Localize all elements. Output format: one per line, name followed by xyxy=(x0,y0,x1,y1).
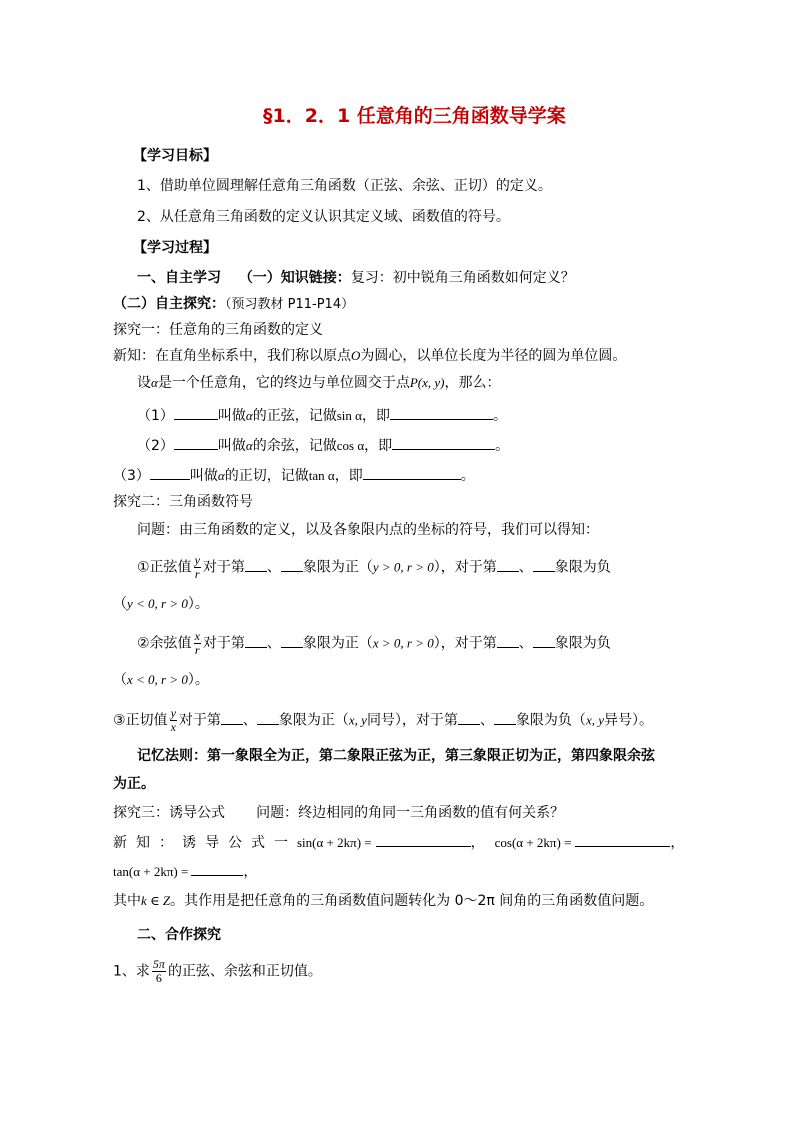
text: 。其作用是把任意角的三角函数值问题转化为 0～2π 间角的三角函数值问题。 xyxy=(170,893,654,909)
paren: （ xyxy=(113,596,127,612)
question-3: 问题：终边相同的角同一三角函数的值有何关系？ xyxy=(256,805,565,821)
induction-tan-line xyxy=(113,861,257,882)
denominator: 6 xyxy=(155,971,162,985)
section-1-title: 一、自主学习 xyxy=(137,270,221,286)
text: 象限为正（ xyxy=(278,712,349,729)
numerator: y xyxy=(170,706,176,720)
tangent-label: ③正切值 xyxy=(113,712,168,729)
sep: 、 xyxy=(266,559,281,576)
def-text: ，即 xyxy=(334,468,363,484)
tan-alpha: tan α xyxy=(308,468,335,483)
condition: y < 0, r > 0 xyxy=(127,596,188,611)
newknow-text-b: 为圆心，以单位长度为半径的圆为单位圆。 xyxy=(360,348,627,364)
def-text: 叫做 xyxy=(217,438,246,454)
fraction-5pi-over-6 xyxy=(152,958,166,985)
sine-label: ①正弦值 xyxy=(137,559,192,576)
condition: x > 0, r > 0 xyxy=(372,635,434,651)
sine-neg-condition xyxy=(113,594,209,614)
blank[interactable] xyxy=(174,435,218,450)
def-text: 的正切，记做 xyxy=(224,468,309,484)
text: 象限为正（ xyxy=(302,635,373,652)
cosine-label: ②余弦值 xyxy=(137,635,192,652)
paren: （ xyxy=(113,672,127,688)
def-text: 叫做 xyxy=(217,408,246,424)
def-num: （3） xyxy=(113,468,150,484)
cosine-neg-condition xyxy=(113,670,209,690)
alpha-symbol: α xyxy=(245,408,253,423)
definition-sine xyxy=(137,405,507,426)
text: 象限为负 xyxy=(554,635,611,652)
comma: ， xyxy=(670,835,685,851)
objectives-heading: 【学习目标】 xyxy=(133,148,217,164)
blank[interactable] xyxy=(376,832,471,847)
denominator: r xyxy=(194,567,200,581)
paren: ）。 xyxy=(187,672,209,688)
numerator: y xyxy=(194,553,200,567)
sin-alpha: sin α xyxy=(336,408,362,423)
period: 。 xyxy=(495,438,510,454)
blank[interactable] xyxy=(221,710,243,725)
blank[interactable] xyxy=(281,557,303,572)
q1-text-a: 1、求 xyxy=(113,963,150,980)
alpha-symbol: α xyxy=(245,438,253,453)
blank[interactable] xyxy=(245,633,267,648)
blank[interactable] xyxy=(533,633,555,648)
def-num: （1） xyxy=(137,408,174,424)
denominator: x xyxy=(170,720,176,734)
def-text: 的余弦，记做 xyxy=(252,438,337,454)
explore-3-title: 探究三：诱导公式 xyxy=(113,805,225,821)
where-line xyxy=(113,891,653,911)
sine-sign-line xyxy=(137,554,611,581)
fraction-y-over-x xyxy=(170,707,177,734)
def-num: （2） xyxy=(137,438,174,454)
induction-label: 新知：诱导公式一 xyxy=(113,835,297,851)
comma: ， xyxy=(470,835,485,851)
sep: 、 xyxy=(518,559,533,576)
objective-item-2: 2、从任意角三角函数的定义认识其定义域、函数值的符号。 xyxy=(137,209,510,225)
condition: y > 0, r > 0 xyxy=(372,559,434,575)
self-explore-line xyxy=(113,294,354,315)
formula-tan: tan(α + 2kπ) = xyxy=(113,864,189,879)
def-text: ，即 xyxy=(364,438,393,454)
newknow-text-a: 新知：在直角坐标系中，我们称以原点 xyxy=(113,348,351,364)
review-question: 复习：初中锐角三角函数如何定义？ xyxy=(350,270,575,286)
set-alpha-b: 是一个任意角，它的终边与单位圆交于点 xyxy=(157,375,410,391)
cos-alpha: cos α xyxy=(336,438,365,453)
period: 。 xyxy=(460,468,475,484)
sep: 、 xyxy=(242,712,257,729)
self-explore-title: （二）自主探究： xyxy=(113,296,225,312)
text: 同号），对于第 xyxy=(366,712,458,729)
coop-heading: 二、合作探究 xyxy=(137,927,221,943)
blank[interactable] xyxy=(392,435,495,450)
page-title: §1．2．1 任意角的三角函数导学案 xyxy=(263,105,566,127)
explore-1-title: 探究一：任意角的三角函数的定义 xyxy=(113,322,323,338)
blank[interactable] xyxy=(281,633,303,648)
blank[interactable] xyxy=(533,557,555,572)
xy: x, y xyxy=(348,712,367,728)
blank[interactable] xyxy=(494,710,516,725)
set-alpha-a: 设 xyxy=(137,375,151,391)
numerator: 5π xyxy=(152,957,165,971)
text: ），对于第 xyxy=(433,559,497,576)
formula-cos: cos(α + 2kπ) = xyxy=(494,835,572,850)
blank[interactable] xyxy=(497,557,519,572)
alpha-symbol: α xyxy=(151,375,158,390)
blank[interactable] xyxy=(363,465,461,480)
tangent-sign-line xyxy=(113,707,653,734)
blank[interactable] xyxy=(390,405,493,420)
textbook-note: （预习教材 P11-P14） xyxy=(225,297,355,312)
origin-symbol: O xyxy=(351,348,361,363)
condition: x < 0, r > 0 xyxy=(127,672,188,687)
def-text: ，即 xyxy=(361,408,390,424)
text: 对于第 xyxy=(202,559,245,576)
blank[interactable] xyxy=(458,710,480,725)
cosine-sign-line xyxy=(137,630,611,657)
sep: 、 xyxy=(479,712,494,729)
xy: x, y xyxy=(585,712,604,728)
coop-question-1 xyxy=(113,958,322,985)
formula-sin: sin(α + 2kπ) = xyxy=(297,835,372,850)
text: 象限为负（ xyxy=(515,712,586,729)
blank[interactable] xyxy=(245,557,267,572)
fraction-y-over-r xyxy=(194,554,201,581)
text: 异号）。 xyxy=(603,712,653,729)
definition-cosine xyxy=(137,435,509,456)
text: 对于第 xyxy=(202,635,245,652)
explore-3-line xyxy=(113,803,564,823)
fraction-x-over-r xyxy=(194,630,201,657)
alpha-symbol: α xyxy=(217,468,225,483)
period: 。 xyxy=(492,408,507,424)
blank[interactable] xyxy=(174,405,218,420)
blank[interactable] xyxy=(497,633,519,648)
k-in-z: k ∈ Z xyxy=(141,893,171,908)
text: ），对于第 xyxy=(433,635,497,652)
self-study-line xyxy=(137,268,575,288)
numerator: x xyxy=(194,629,200,643)
comma: ， xyxy=(243,864,258,880)
memory-rule-line-1: 记忆法则：第一象限全为正，第二象限正弦为正，第三象限正切为正，第四象限余弦 xyxy=(137,748,655,764)
text: 其中 xyxy=(113,893,141,909)
text: 对于第 xyxy=(178,712,221,729)
knowledge-link-label: （一）知识链接： xyxy=(238,270,351,286)
process-heading: 【学习过程】 xyxy=(133,240,217,256)
text: 象限为负 xyxy=(554,559,611,576)
objective-item-1: 1、借助单位圆理解任意角三角函数（正弦、余弦、正切）的定义。 xyxy=(137,178,552,194)
text: 象限为正（ xyxy=(302,559,373,576)
point-p: P(x, y) xyxy=(409,375,445,390)
definition-tangent xyxy=(113,465,475,486)
set-alpha-line xyxy=(137,373,500,393)
def-text: 的正弦，记做 xyxy=(252,408,337,424)
set-alpha-c: ，那么： xyxy=(444,375,501,391)
sep: 、 xyxy=(518,635,533,652)
question-2: 问题：由三角函数的定义，以及各象限内点的坐标的符号，我们可以得知： xyxy=(137,522,599,538)
sep: 、 xyxy=(266,635,281,652)
memory-rule-line-2: 为正。 xyxy=(113,776,155,792)
blank[interactable] xyxy=(150,465,190,480)
paren: ）。 xyxy=(187,596,209,612)
blank[interactable] xyxy=(257,710,279,725)
induction-formula-line xyxy=(113,832,684,853)
def-text: 叫做 xyxy=(189,468,218,484)
blank[interactable] xyxy=(575,832,670,847)
q1-text-b: 的正弦、余弦和正切值。 xyxy=(167,963,322,980)
blank[interactable] xyxy=(191,861,243,876)
explore-2-title: 探究二：三角函数符号 xyxy=(113,494,253,510)
denominator: r xyxy=(194,643,200,657)
unit-circle-definition xyxy=(113,346,626,366)
